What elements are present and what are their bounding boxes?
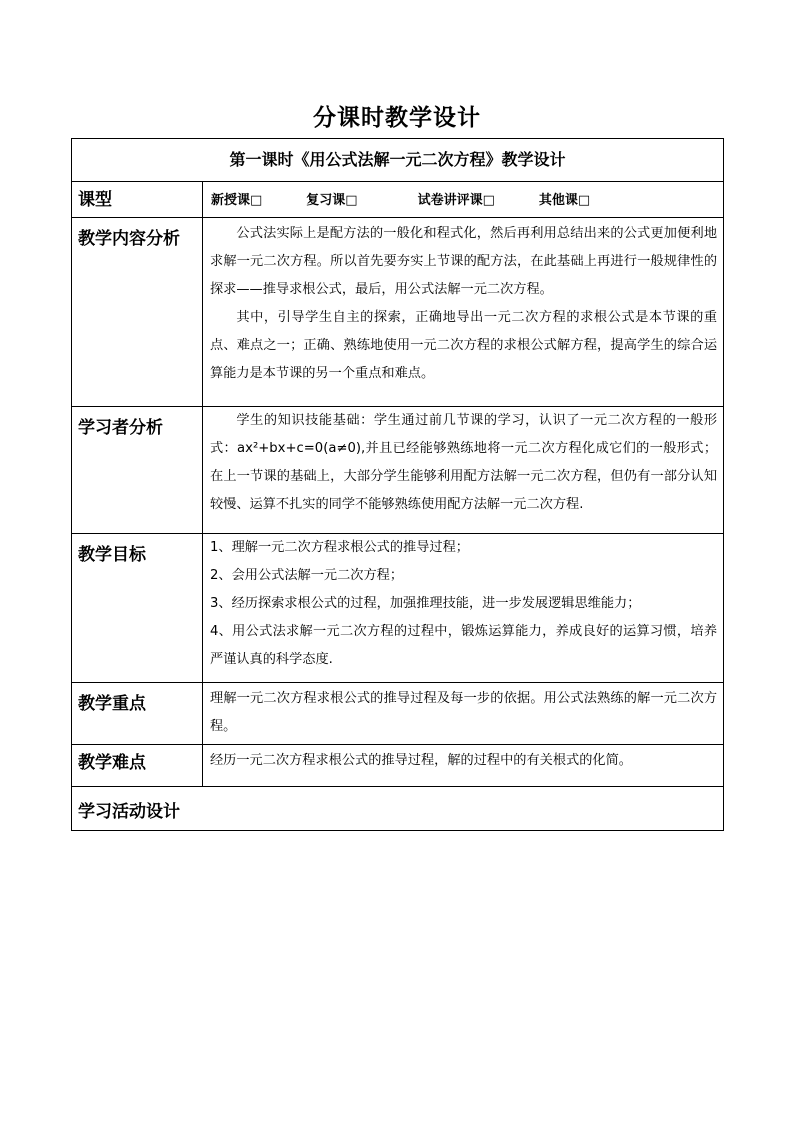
difficulties-label: 教学难点 bbox=[72, 745, 203, 787]
difficulties-cell bbox=[203, 745, 724, 787]
key-points-cell bbox=[203, 683, 724, 745]
option-new-lesson: 新授课□ bbox=[211, 192, 263, 208]
option-exam-review-lesson: 试卷讲评课□ bbox=[417, 192, 495, 208]
lesson-type-row bbox=[72, 182, 724, 218]
lesson-plan-table bbox=[71, 138, 724, 831]
teaching-goals-label: 教学目标 bbox=[72, 534, 203, 683]
difficulties-row bbox=[72, 745, 724, 787]
goal-item: 1、理解一元二次方程求根公式的推导过程； bbox=[210, 540, 469, 555]
learner-analysis-text: 学生的知识技能基础：学生通过前几节课的学习，认识了一元二次方程的一般形式：ax²+bx+c=0(a≠0),并且已经能够熟练地将一元二次方程化成它们的一般形式；在上一节课的基础上，大部分学生能够利用配方法解一元二次方程，但仍有一部分认知较慢、运算不扎实的同学不能够熟练使用配方法解一元二次方程. bbox=[210, 413, 718, 512]
learner-analysis-label: 学习者分析 bbox=[72, 407, 203, 534]
lesson-type-label: 课型 bbox=[72, 182, 203, 218]
key-points-text: 理解一元二次方程求根公式的推导过程及每一步的依据。用公式法熟练的解一元二次方程。 bbox=[210, 691, 718, 734]
option-other-lesson: 其他课□ bbox=[538, 192, 591, 208]
option-review-lesson: 复习课□ bbox=[306, 192, 358, 208]
key-points-row bbox=[72, 683, 724, 745]
content-analysis-text bbox=[203, 218, 724, 407]
activity-design-row bbox=[72, 787, 724, 831]
learner-analysis-cell bbox=[203, 407, 724, 534]
lesson-subtitle: 第一课时《用公式法解一元二次方程》教学设计 bbox=[72, 139, 724, 182]
key-points-label: 教学重点 bbox=[72, 683, 203, 745]
teaching-goals-list bbox=[203, 534, 724, 683]
content-analysis-paragraph: 其中，引导学生自主的探索，正确地导出一元二次方程的求根公式是本节课的重点、难点之一；正确、熟练地使用一元二次方程的求根公式解方程，提高学生的综合运算能力是本节课的另一个重点和难点。 bbox=[210, 310, 718, 381]
learner-analysis-row bbox=[72, 407, 724, 534]
content-analysis-paragraph: 公式法实际上是配方法的一般化和程式化，然后再利用总结出来的公式更加便利地求解一元二次方程。所以首先要夯实上节课的配方法，在此基础上再进行一般规律性的探求——推导求根公式，最后，用公式法解一元二次方程。 bbox=[210, 226, 718, 297]
difficulties-text: 经历一元二次方程求根公式的推导过程，解的过程中的有关根式的化简。 bbox=[210, 753, 632, 768]
goal-item: 2、会用公式法解一元二次方程； bbox=[210, 568, 404, 583]
subtitle-row bbox=[72, 139, 724, 182]
goal-item: 3、经历探索求根公式的过程，加强推理技能，进一步发展逻辑思维能力； bbox=[210, 596, 641, 611]
lesson-type-options bbox=[203, 182, 724, 218]
document-title: 分课时教学设计 bbox=[313, 104, 481, 131]
goal-item: 4、用公式法求解一元二次方程的过程中，锻炼运算能力，养成良好的运算习惯，培养严谨认真的科学态度. bbox=[210, 624, 718, 667]
activity-design-label: 学习活动设计 bbox=[72, 787, 724, 831]
teaching-goals-row bbox=[72, 534, 724, 683]
content-analysis-label: 教学内容分析 bbox=[72, 218, 203, 407]
content-analysis-row bbox=[72, 218, 724, 407]
